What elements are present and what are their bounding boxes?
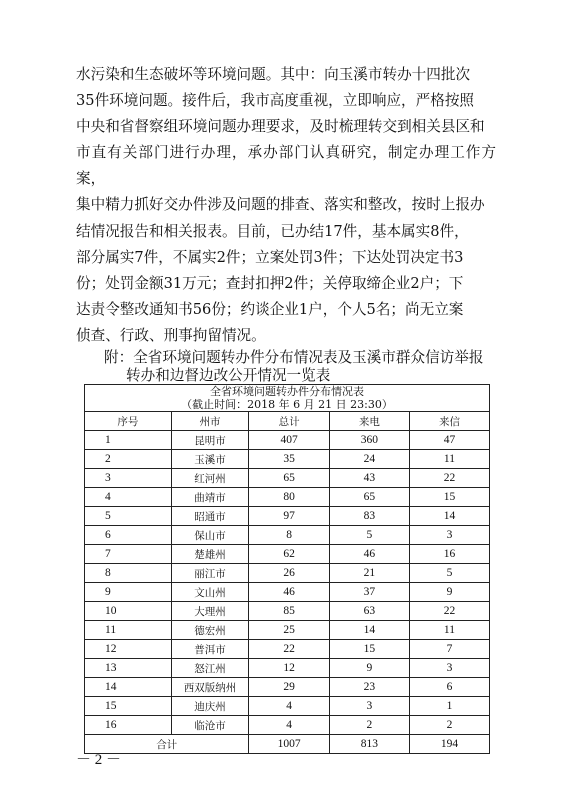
row-letter: 3 [409,526,489,545]
body-line: 份；处罚金额31万元；查封扣押2件；关停取缔企业2户；下 [76,274,464,292]
row-city: 普洱市 [171,640,249,659]
body-line: 结情况报告和相关报表。目前，已办结17件，基本属实8件， [76,222,469,240]
row-phone: 37 [329,583,409,602]
row-letter: 3 [409,659,489,678]
table-row [85,469,490,488]
total-label: 合计 [85,735,249,754]
row-total: 29 [249,678,329,697]
row-total: 65 [249,469,329,488]
row-seq: 14 [85,678,172,697]
table-row [85,640,490,659]
row-phone: 360 [329,431,409,450]
table-caption-title: 全省环境问题转办件分布情况表 [210,385,364,398]
table-caption [85,385,490,412]
row-letter: 47 [409,431,489,450]
row-phone: 65 [329,488,409,507]
table-row [85,507,490,526]
row-letter: 16 [409,545,489,564]
table-row [85,526,490,545]
row-seq: 6 [85,526,172,545]
row-total: 97 [249,507,329,526]
row-phone: 43 [329,469,409,488]
table-row [85,545,490,564]
row-city: 德宏州 [171,621,249,640]
row-city: 迪庆州 [171,697,249,716]
row-phone: 46 [329,545,409,564]
row-letter: 15 [409,488,489,507]
row-seq: 1 [85,431,172,450]
row-phone: 14 [329,621,409,640]
total-phone: 813 [329,735,409,754]
table-row [85,602,490,621]
row-city: 丽江市 [171,564,249,583]
table-row [85,564,490,583]
row-seq: 7 [85,545,172,564]
row-city: 临沧市 [171,716,249,735]
row-phone: 5 [329,526,409,545]
row-letter: 11 [409,450,489,469]
total-row [85,735,490,754]
row-phone: 24 [329,450,409,469]
attachment-line-1: 附：全省环境问题转办件分布情况表及玉溪市群众信访举报 [104,349,484,366]
page-number: － 2 － [76,752,122,768]
header-phone: 来电 [329,412,409,431]
attachment-line-2: 转办和边督边改公开情况一览表 [126,367,331,384]
row-city: 怒江州 [171,659,249,678]
total-letter: 194 [409,735,489,754]
row-city: 曲靖市 [171,488,249,507]
row-total: 35 [249,450,329,469]
row-phone: 15 [329,640,409,659]
table-row [85,583,490,602]
row-phone: 2 [329,716,409,735]
header-city: 州市 [171,412,249,431]
row-total: 4 [249,716,329,735]
body-line: 水污染和生态破坏等环境问题。其中：向玉溪市转办十四批次 [76,66,471,83]
row-letter: 6 [409,678,489,697]
row-total: 25 [249,621,329,640]
row-seq: 10 [85,602,172,621]
row-total: 26 [249,564,329,583]
row-city: 大理州 [171,602,249,621]
row-total: 46 [249,583,329,602]
header-total: 总计 [249,412,329,431]
row-seq: 3 [85,469,172,488]
table-row [85,716,490,735]
row-letter: 2 [409,716,489,735]
row-letter: 5 [409,564,489,583]
body-line: 部分属实7件，不属实2件；立案处罚3件；下达处罚决定书3 [76,248,464,266]
row-total: 8 [249,526,329,545]
table-body [85,431,490,735]
table-row [85,488,490,507]
row-seq: 13 [85,659,172,678]
row-letter: 22 [409,602,489,621]
row-seq: 4 [85,488,172,507]
row-city: 楚雄州 [171,545,249,564]
body-paragraph [76,62,496,349]
row-letter: 9 [409,583,489,602]
row-letter: 7 [409,640,489,659]
body-line: 35件环境问题。接件后，我市高度重视，立即响应，严格按照 [76,92,475,110]
table-caption-date: （截止时间：2018 年 6 月 21 日 23:30） [181,398,393,411]
table-row [85,431,490,450]
row-seq: 9 [85,583,172,602]
total-sum: 1007 [249,735,329,754]
row-seq: 16 [85,716,172,735]
row-city: 红河州 [171,469,249,488]
table-row [85,621,490,640]
body-line: 中央和省督察组环境问题办理要求，及时梳理转交到相关县区和 [76,118,485,136]
row-seq: 15 [85,697,172,716]
header-row [85,412,490,431]
row-total: 4 [249,697,329,716]
row-seq: 5 [85,507,172,526]
row-city: 昭通市 [171,507,249,526]
table-row [85,659,490,678]
row-city: 保山市 [171,526,249,545]
caption-row [85,385,490,412]
row-phone: 63 [329,602,409,621]
row-total: 12 [249,659,329,678]
row-total: 62 [249,545,329,564]
body-line: 集中精力抓好交办件涉及问题的排查、落实和整改，按时上报办 [76,196,485,214]
row-total: 407 [249,431,329,450]
row-phone: 21 [329,564,409,583]
table-row [85,450,490,469]
body-line: 达责令整改通知书56份；约谈企业1户，个人5名；尚无立案 [76,300,464,318]
row-phone: 23 [329,678,409,697]
header-seq: 序号 [85,412,172,431]
row-city: 玉溪市 [171,450,249,469]
body-line: 市直有关部门进行办理，承办部门认真研究，制定办理工作方案， [76,144,496,188]
row-letter: 14 [409,507,489,526]
row-total: 80 [249,488,329,507]
row-phone: 9 [329,659,409,678]
row-phone: 3 [329,697,409,716]
row-city: 文山州 [171,583,249,602]
header-letter: 来信 [409,412,489,431]
row-phone: 83 [329,507,409,526]
row-seq: 11 [85,621,172,640]
row-total: 85 [249,602,329,621]
row-letter: 1 [409,697,489,716]
row-total: 22 [249,640,329,659]
row-letter: 11 [409,621,489,640]
attachment-note [104,349,484,385]
table-row [85,697,490,716]
row-letter: 22 [409,469,489,488]
distribution-table [84,384,490,754]
row-seq: 12 [85,640,172,659]
row-seq: 2 [85,450,172,469]
row-seq: 8 [85,564,172,583]
table-row [85,678,490,697]
row-city: 昆明市 [171,431,249,450]
body-line: 侦查、行政、刑事拘留情况。 [76,326,266,344]
row-city: 西双版纳州 [171,678,249,697]
